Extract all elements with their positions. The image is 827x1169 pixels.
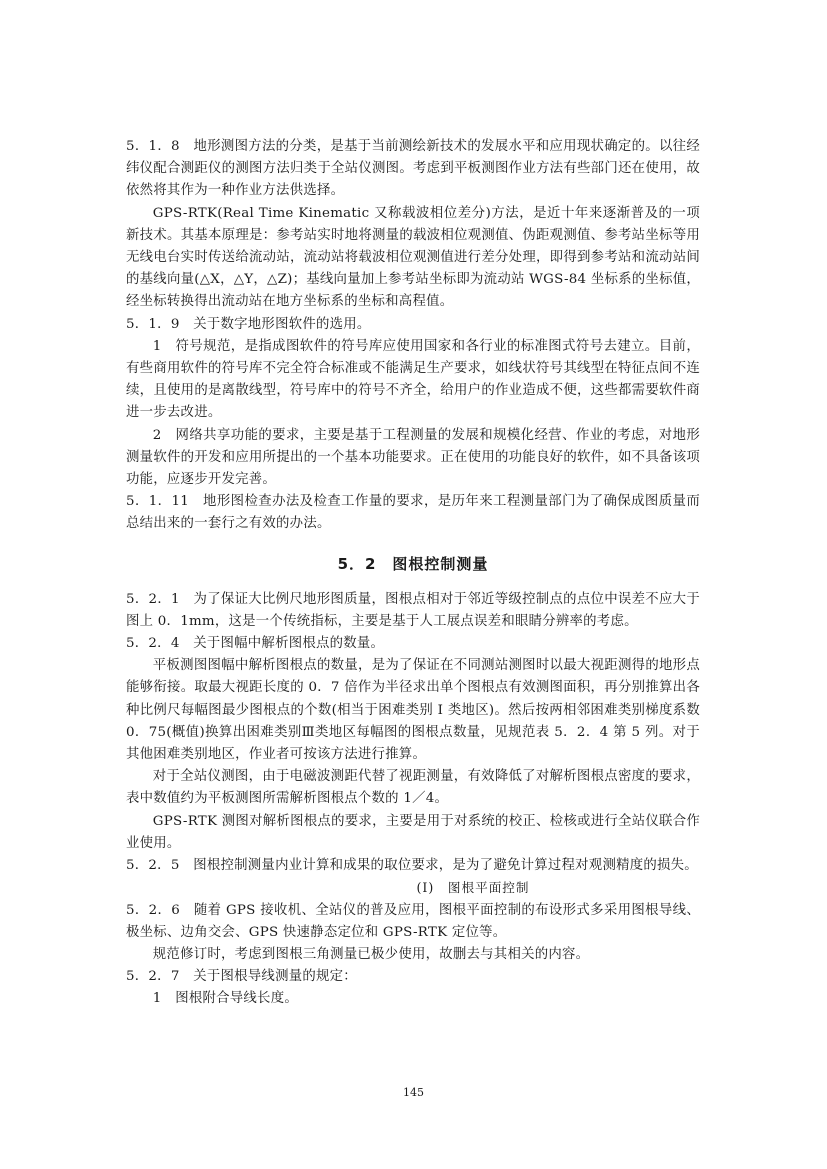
paragraph: 规范修订时，考虑到图根三角测量已极少使用，故删去与其相关的内容。	[152, 946, 590, 962]
paragraph: 5．1．8 地形测图方法的分类，是基于当前测绘新技术的发展水平和应用现状确定的。以往经纬仪配合测距仪的测图方法归类于全站仪测图。考虑到平板测图作业方法有些部门还在使用，故依然将其作为一种作业方法供选择。	[126, 139, 700, 199]
paragraph: 5．2．1 为了保证大比例尺地形图质量，图根点相对于邻近等级控制点的点位中误差不应大于图上 0．1mm，这是一个传统指标，主要是基于人工展点误差和眼睛分辨率的考虑。	[126, 591, 700, 629]
paragraph: 5．2．7 关于图根导线测量的规定：	[126, 969, 357, 985]
paragraph: 5．2．4 关于图幅中解析图根点的数量。	[126, 636, 385, 652]
page-number: 145	[403, 1086, 424, 1099]
subsection-heading: (Ⅰ) 图根平面控制	[416, 880, 530, 896]
section-heading: 5．2 图根控制测量	[337, 554, 489, 573]
paragraph-group-5-1	[126, 136, 700, 536]
paragraph: 5．2．5 图根控制测量内业计算和成果的取位要求，是为了避免计算过程对观测精度的损失。	[126, 858, 698, 874]
paragraph-group-5-2-plane-control	[126, 900, 700, 1011]
paragraph: 1 符号规范，是指成图软件的符号库应使用国家和各行业的标准图式符号去建立。目前，有些商用软件的符号库不完全符合标准或不能满足生产要求，如线状符号其线型在特征点间不连续，且使用的是离散线型，符号库中的符号不齐全，给用户的作业造成不便，这些都需要软件商进一步去改进。	[126, 338, 700, 421]
paragraph: 平板测图图幅中解析图根点的数量，是为了保证在不同测站测图时以最大视距测得的地形点能够衔接。取最大视距长度的 0．7 倍作为半径求出单个图根点有效测图面积，再分别推算出各种比例尺每幅图最少图根点的个数(相当于困难类别 Ⅰ 类地区)。然后按两相邻困难类别梯度系数 0．75(概值)换算出困难类别Ⅲ类地区每幅图的图根点数量，见规范表 5．2．4 第 5 列。对于其他困难类别地区，作业者可按该方法进行推算。	[126, 658, 700, 763]
paragraph: 5．1．11 地形图检查办法及检查工作量的要求，是历年来工程测量部门为了确保成图质量而总结出来的一套行之有效的办法。	[126, 494, 700, 532]
paragraph: 2 网络共享功能的要求，主要是基于工程测量的发展和规模化经营、作业的考虑，对地形测量软件的开发和应用所提出的一个基本功能要求。正在使用的功能良好的软件，如不具备该项功能，应逐步开发完善。	[126, 427, 700, 488]
paragraph: GPS-RTK(Real Time Kinematic 又称载波相位差分)方法，是近十年来逐渐普及的一项新技术。其基本原理是：参考站实时地将测量的载波相位观测值、伪距观测值、参考站坐标等用无线电台实时传送给流动站，流动站将载波相位观测值进行差分处理，即得到参考站和流动站间的基线向量(△X，△Y，△Z)；基线向量加上参考站坐标即为流动站 WGS-84 坐标系的坐标值，经坐标转换得出流动站在地方坐标系的坐标和高程值。	[126, 205, 700, 310]
paragraph: 1 图根附合导线长度。	[152, 991, 298, 1007]
paragraph: 5．1．9 关于数字地形图软件的选用。	[126, 316, 371, 332]
paragraph: GPS-RTK 测图对解析图根点的要求，主要是用于对系统的校正、检核或进行全站仪联合作业使用。	[126, 813, 700, 851]
paragraph: 5．2．6 随着 GPS 接收机、全站仪的普及应用，图根平面控制的布设形式多采用图根导线、极坐标、边角交会、GPS 快速静态定位和 GPS-RTK 定位等。	[126, 902, 700, 940]
document-body	[126, 136, 700, 1011]
paragraph: 对于全站仪测图，由于电磁波测距代替了视距测量，有效降低了对解析图根点密度的要求，表中数值约为平板测图所需解析图根点个数的 1／4。	[126, 769, 700, 807]
paragraph-group-5-2	[126, 589, 700, 878]
